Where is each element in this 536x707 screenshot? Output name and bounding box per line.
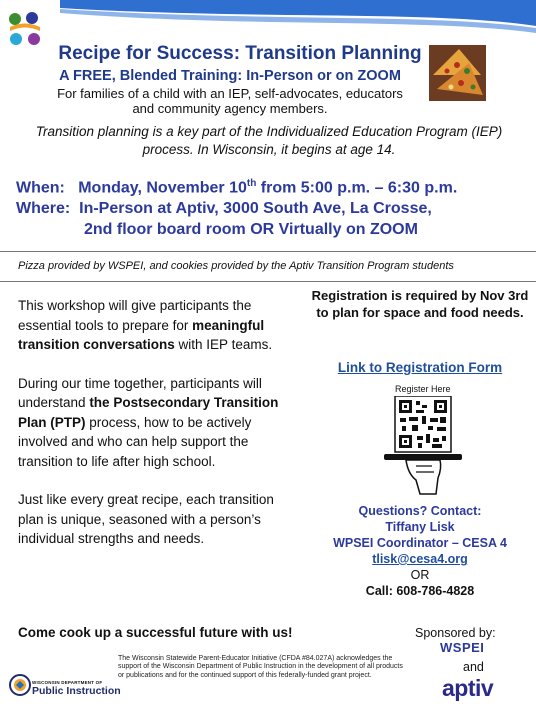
p1-text-a: This workshop will give participants the essential tools to prepare for <box>18 298 252 333</box>
pizza-image <box>429 45 486 101</box>
wspei-sponsor-logo: WSPEI <box>440 640 485 655</box>
page-subtitle: A FREE, Blended Training: In-Person or on ZOOM <box>59 68 401 84</box>
wspei-logo-icon <box>4 10 46 52</box>
p2-text-bold: the Postsecondary Transition Plan (PTP) <box>18 395 279 430</box>
paragraph-2 <box>18 374 300 472</box>
intro-line-2: process. In Wisconsin, it begins at age 14. <box>142 142 396 157</box>
closing-text: Come cook up a successful future with us! <box>18 625 293 640</box>
dpi-seal-icon <box>9 672 31 698</box>
where-line-1: In-Person at Aptiv, 3000 South Ave, La Crosse, <box>79 200 432 217</box>
registration-link[interactable]: Link to Registration Form <box>337 360 503 375</box>
divider-bottom <box>0 281 536 282</box>
when-time: from 5:00 p.m. – 6:30 p.m. <box>256 179 458 197</box>
intro-line-1: Transition planning is a key part of the Individualized Education Program (IEP) <box>35 124 503 139</box>
paragraph-3: Just like every great recipe, each transition plan is unique, seasoned with a person’s individual strengths and needs. <box>18 492 274 546</box>
contact-heading: Questions? Contact: <box>358 504 482 518</box>
contact-email-link[interactable]: tlisk@cesa4.org <box>372 552 468 566</box>
p2-text-c: process, how to be actively involved and who can help support the transition to life after high school. <box>18 414 252 469</box>
contact-name: Tiffany Lisk <box>385 520 455 534</box>
workshop-description <box>18 296 300 568</box>
dpi-big-text: Public Instruction <box>32 685 121 697</box>
audience-text <box>20 86 440 116</box>
event-where <box>16 200 432 218</box>
divider-top <box>0 251 536 252</box>
audience-line-2: and community agency members. <box>132 101 328 116</box>
p2-text-a: During our time together, participants will understand <box>18 375 262 410</box>
contact-role: WPSEI Coordinator – CESA 4 <box>333 536 507 550</box>
contact-phone: Call: 608-786-4828 <box>365 584 475 598</box>
pizza-note: Pizza provided by WSPEI, and cookies provided by the Aptiv Transition Program students <box>18 260 454 272</box>
when-date: Monday, November 10 <box>78 179 247 197</box>
paragraph-1 <box>18 296 300 355</box>
register-here-label: Register Here <box>395 384 451 394</box>
sponsored-by-label: Sponsored by: <box>415 626 496 640</box>
dpi-logo-text <box>32 680 121 697</box>
contact-block <box>305 503 535 599</box>
qr-code-icon[interactable] <box>382 396 464 502</box>
header-swoosh <box>0 0 536 42</box>
audience-line-1: For families of a child with an IEP, self-advocates, educators <box>57 86 403 101</box>
dpi-small-text: WISCONSIN DEPARTMENT OF <box>32 680 103 685</box>
sponsor-and: and <box>463 660 484 674</box>
aptiv-sponsor-logo: aptiv <box>442 675 494 701</box>
p1-text-c: with IEP teams. <box>174 337 273 352</box>
event-when <box>16 178 457 197</box>
p1-text-bold: meaningful transition conversations <box>18 317 265 352</box>
when-label: When: <box>16 179 65 197</box>
page-title: Recipe for Success: Transition Planning <box>58 43 422 64</box>
footer-disclaimer: The Wisconsin Statewide Parent-Educator Initiative (CFDA #84.027A) acknowledges the support of the Wisconsin Department of Public Instruction in the development of all products or publications and for the continued support of this federally-funded grant project. <box>118 655 403 679</box>
registration-note: Registration is required by Nov 3rd to plan for space and food needs. <box>311 288 529 320</box>
where-label: Where: <box>16 200 71 217</box>
registration-panel <box>305 287 535 375</box>
when-date-suffix: th <box>246 178 257 189</box>
where-line-2: 2nd floor board room OR Virtually on ZOOM <box>84 221 418 238</box>
intro-text <box>6 123 532 159</box>
contact-or: OR <box>410 568 430 582</box>
